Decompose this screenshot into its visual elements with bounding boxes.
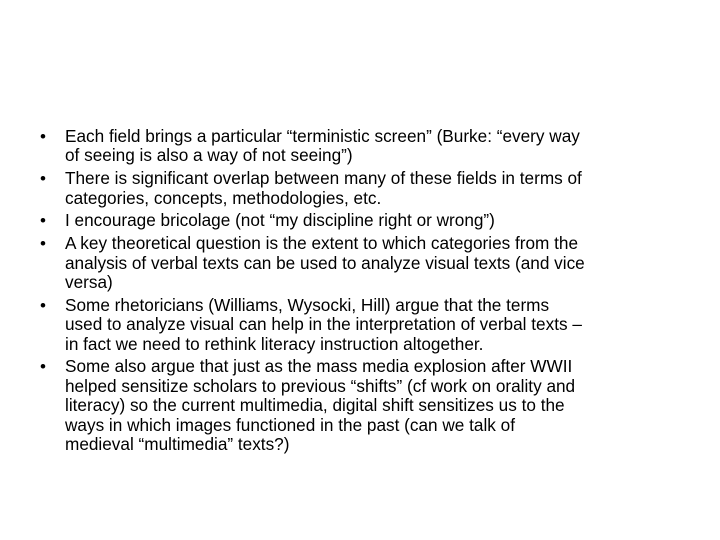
bullet-text-line: versa)	[65, 272, 113, 293]
bullet-icon: •	[40, 234, 46, 254]
bullet-item	[40, 296, 700, 354]
bullet-icon: •	[40, 211, 46, 231]
bullet-text-line: I encourage bricolage (not “my discipline right or wrong”)	[65, 210, 495, 231]
bullet-text-line: helped sensitize scholars to previous “shifts” (cf work on orality and	[65, 375, 576, 396]
bullet-item	[40, 234, 700, 292]
bullet-text-line: used to analyze visual can help in the interpretation of verbal texts –	[65, 314, 582, 335]
bullet-text-line: Each field brings a particular “terministic screen” (Burke: “every way	[65, 126, 580, 146]
bullet-text-line: analysis of verbal texts can be used to analyze visual texts (and vice	[65, 252, 585, 273]
bullet-text-line: Some rhetoricians (Williams, Wysocki, Hill) argue that the terms	[65, 294, 550, 315]
bullet-item	[40, 357, 700, 454]
bullet-icon: •	[40, 127, 46, 146]
bullet-text-line: A key theoretical question is the extent to which categories from the	[65, 233, 579, 254]
bullet-text-line: ways in which images functioned in the past (can we talk of	[65, 414, 515, 435]
bullet-item	[40, 169, 700, 208]
bullet-item	[40, 211, 700, 230]
bullet-text-line: medieval “multimedia” texts?)	[65, 434, 290, 455]
bullet-text-line: Some also argue that just as the mass media explosion after WWII	[65, 356, 573, 377]
bullet-icon: •	[40, 357, 46, 377]
bullet-text-line: in fact we need to rethink literacy instruction altogether.	[65, 333, 484, 354]
bullet-icon: •	[40, 295, 46, 315]
bullet-list	[40, 127, 700, 458]
bullet-text-line: There is significant overlap between many of these fields in terms of	[65, 168, 582, 189]
bullet-text-line: of seeing is also a way of not seeing”)	[65, 145, 353, 166]
bullet-text-line: categories, concepts, methodologies, etc.	[65, 187, 382, 208]
bullet-item	[40, 127, 700, 166]
bullet-icon: •	[40, 169, 46, 189]
bullet-text-line: literacy) so the current multimedia, digital shift sensitizes us to the	[65, 395, 565, 416]
